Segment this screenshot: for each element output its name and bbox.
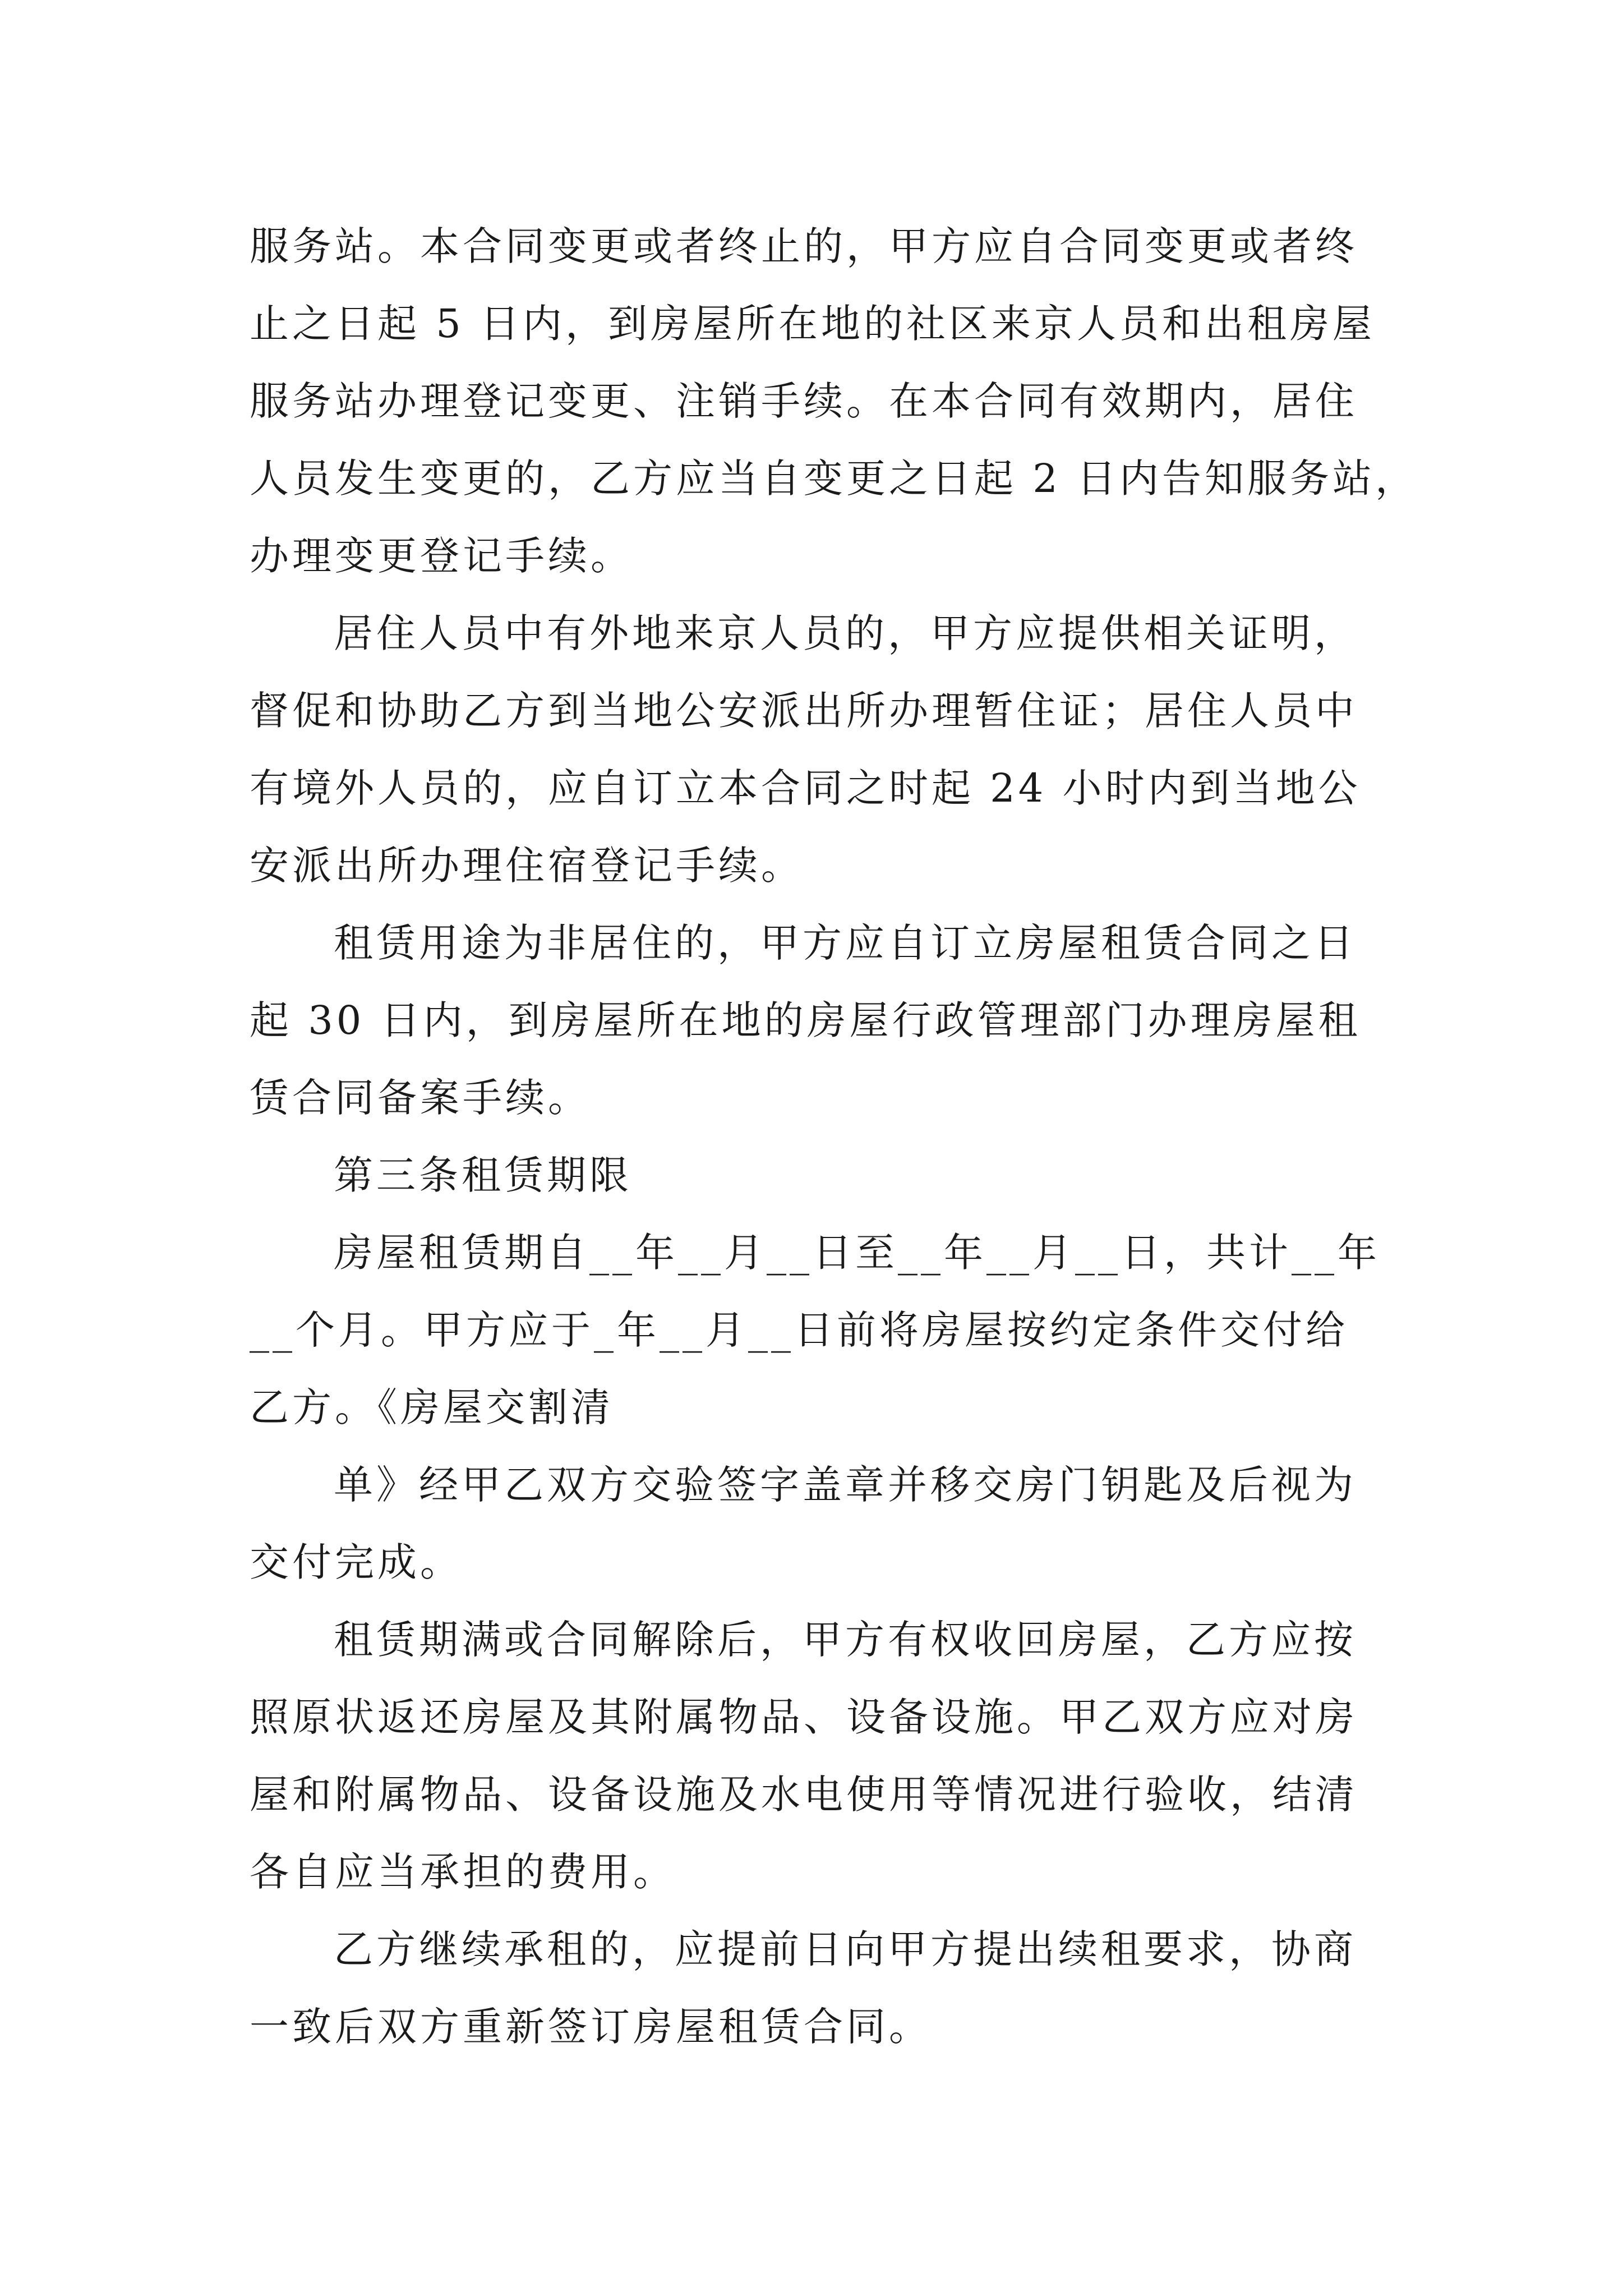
- section-heading: 第三条租赁期限: [334, 1152, 632, 1198]
- text-line: 督促和协助乙方到当地公安派出所办理暂住证；居住人员中: [250, 688, 1358, 734]
- text-line: 安派出所办理住宿登记手续。: [250, 843, 804, 889]
- text-line: 止之日起 5 日内，到房屋所在地的社区来京人员和出租房屋: [250, 301, 1376, 347]
- text-line: 赁合同备案手续。: [250, 1075, 591, 1121]
- text-line: 各自应当承担的费用。: [250, 1849, 676, 1895]
- text-line: 一致后双方重新签订房屋租赁合同。: [250, 2004, 932, 2050]
- paragraph-start-line: 租赁期满或合同解除后，甲方有权收回房屋，乙方应按: [334, 1617, 1357, 1663]
- text-line: 办理变更登记手续。: [250, 533, 633, 579]
- text-line: 交付完成。: [250, 1539, 463, 1585]
- text-line: 屋和附属物品、设备设施及水电使用等情况进行验收，结清: [250, 1772, 1358, 1818]
- text-line: 起 30 日内，到房屋所在地的房屋行政管理部门办理房屋租: [250, 997, 1361, 1043]
- text-line: 乙方。《房屋交割清: [250, 1384, 614, 1430]
- paragraph-start-line: 房屋租赁期自__年__月__日至__年__月__日，共计__年: [334, 1230, 1380, 1276]
- paragraph-start-line: 租赁用途为非居住的，甲方应自订立房屋租赁合同之日: [334, 920, 1357, 966]
- text-line: 服务站。本合同变更或者终止的，甲方应自合同变更或者终: [250, 223, 1358, 269]
- paragraph-start-line: 单》经甲乙双方交验签字盖章并移交房门钥匙及后视为: [334, 1462, 1357, 1508]
- text-line: 服务站办理登记变更、注销手续。在本合同有效期内，居住: [250, 378, 1358, 424]
- text-line: __个月。甲方应于_年__月__日前将房屋按约定条件交付给: [250, 1307, 1348, 1353]
- paragraph-start-line: 乙方继续承租的，应提前日向甲方提出续租要求，协商: [334, 1926, 1357, 1972]
- text-line: 人员发生变更的，乙方应当自变更之日起 2 日内告知服务站，: [250, 455, 1418, 501]
- text-line: 照原状返还房屋及其附属物品、设备设施。甲乙双方应对房: [250, 1694, 1358, 1740]
- paragraph-start-line: 居住人员中有外地来京人员的，甲方应提供相关证明，: [334, 610, 1357, 656]
- text-line: 有境外人员的，应自订立本合同之时起 24 小时内到当地公: [250, 765, 1361, 811]
- body-text: [250, 208, 1418, 2065]
